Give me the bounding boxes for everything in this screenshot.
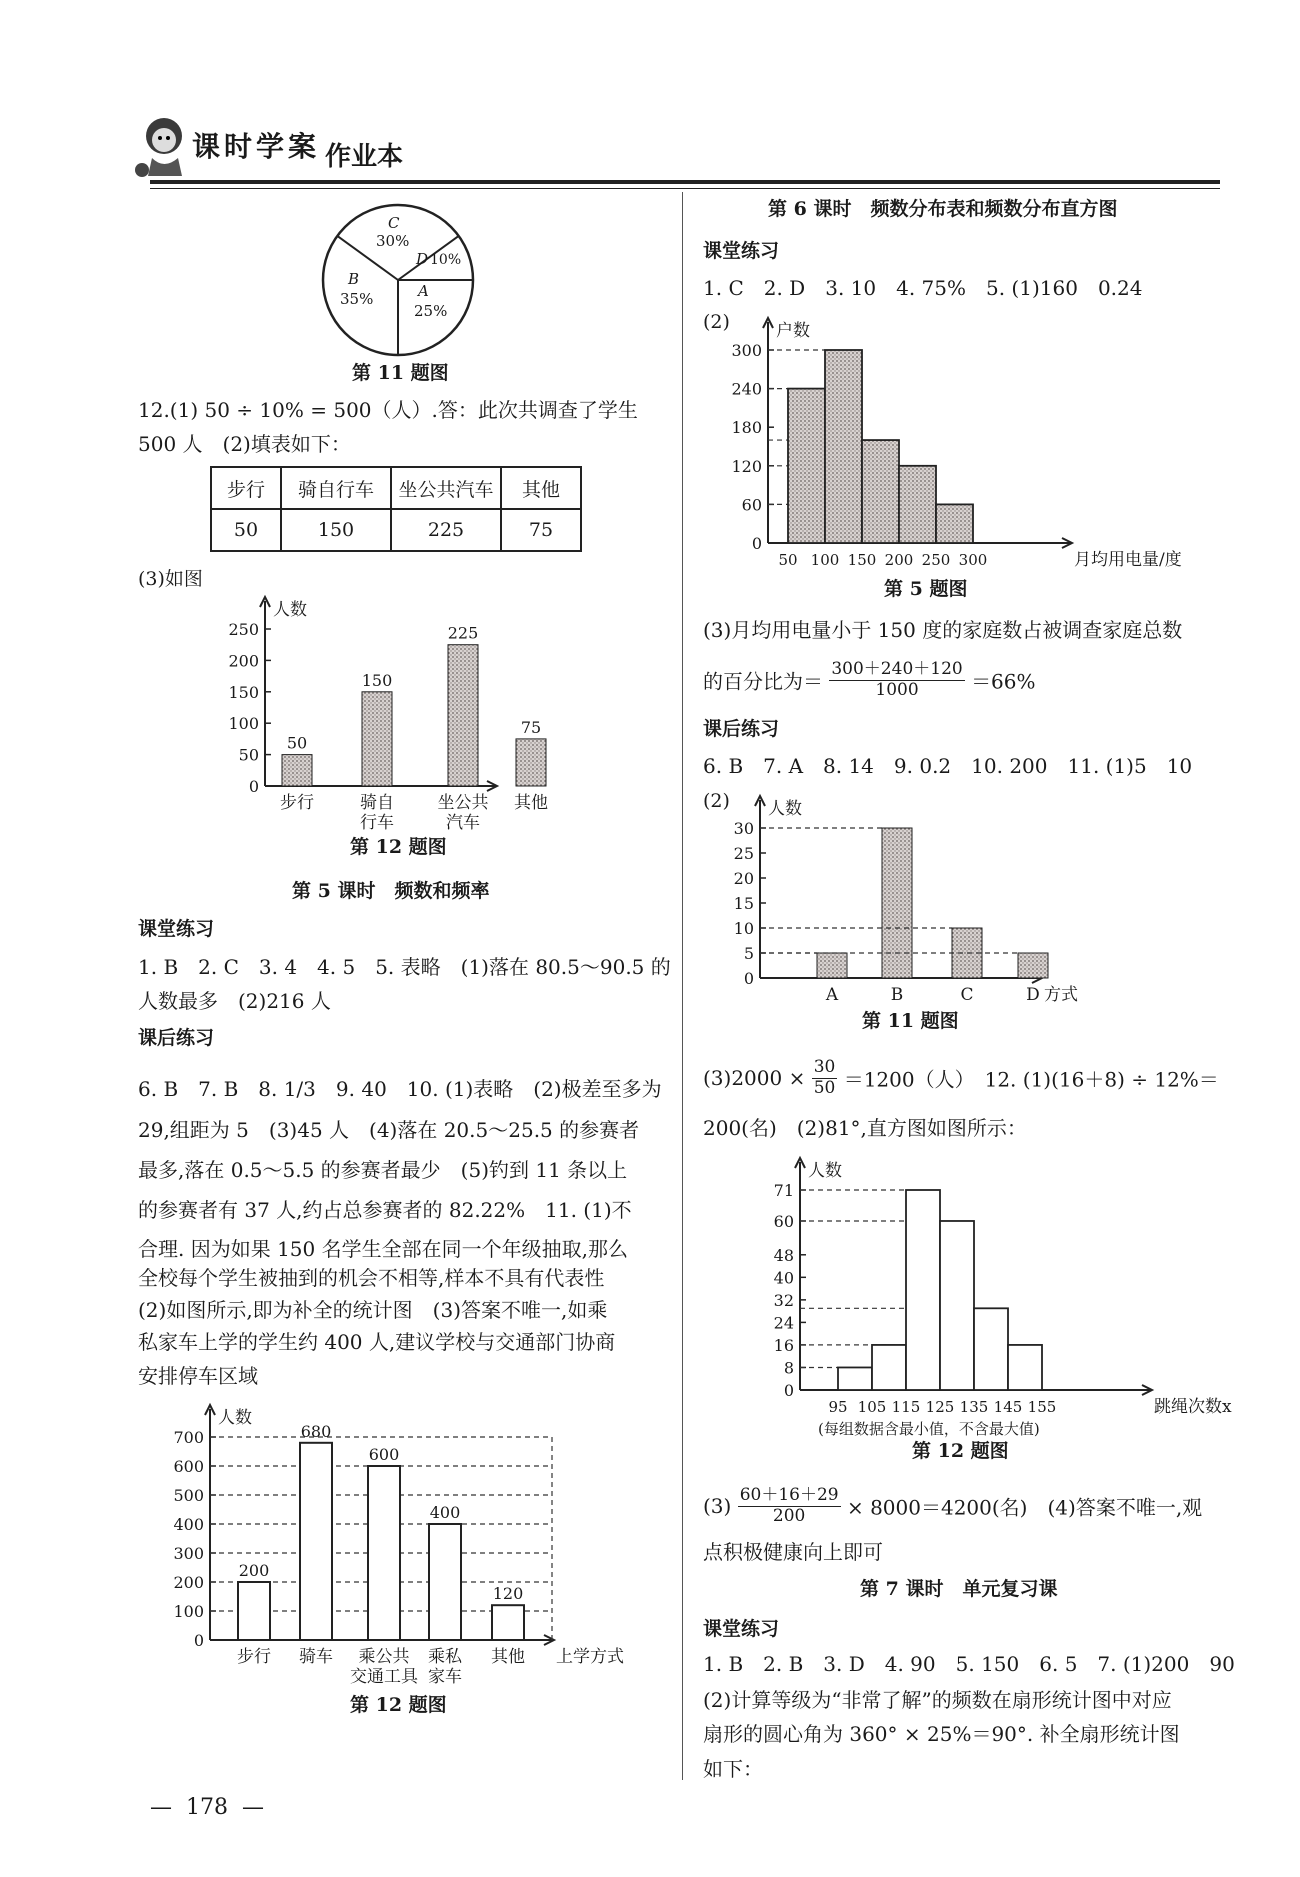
x-category-label: 骑车 xyxy=(299,1647,333,1667)
table-cell: 225 xyxy=(391,509,501,551)
s5-after-line: 29,组距为 5 (3)45 人 (4)落在 20.5～25.5 的参赛者 xyxy=(138,1118,640,1142)
x-edge-label: 125 xyxy=(925,1398,955,1416)
s6-after1: 6. B 7. A 8. 14 9. 0.2 10. 200 11. (1)5 10 xyxy=(703,754,1193,778)
table-cell: 150 xyxy=(281,509,391,551)
table-cell: 50 xyxy=(211,509,281,551)
y-tick-label: 5 xyxy=(743,944,754,963)
x-edge-label: 200 xyxy=(884,551,914,569)
y-tick-label: 20 xyxy=(733,869,754,888)
ketang-heading-s6: 课堂练习 xyxy=(703,240,780,262)
s5-after-line: 的参赛者有 37 人,约占总参赛者的 82.22% 11. (1)不 xyxy=(138,1198,632,1222)
x-category-label: 家车 xyxy=(428,1667,462,1687)
s7-line1: 1. B 2. B 3. D 4. 90 5. 150 6. 5 7. (1)200 90 xyxy=(703,1652,1235,1676)
header-title-part1: 课时学案 xyxy=(192,130,321,163)
page-number-value: 178 xyxy=(186,1795,228,1820)
pie-value-b: 35% xyxy=(340,290,374,308)
fraction-num: 60＋16＋29 xyxy=(739,1485,839,1505)
y-tick-label: 8 xyxy=(783,1358,794,1378)
y-tick-label: 600 xyxy=(173,1457,204,1476)
y-tick-label: 300 xyxy=(173,1544,204,1563)
s5-after-line: 合理. 因为如果 150 名学生全部在同一个年级抽取,那么 xyxy=(138,1237,628,1261)
y-tick-label: 700 xyxy=(173,1428,204,1447)
q12-line2: 500 人 (2)填表如下： xyxy=(138,432,351,456)
bar-data-label: 680 xyxy=(300,1421,332,1441)
pie-value-c: 30% xyxy=(376,232,410,250)
s6-q3-pre: (3)2000 × xyxy=(703,1066,806,1091)
x-category-label: 乘公共 xyxy=(358,1647,410,1667)
s6-line3a: (3)月均用电量小于 150 度的家庭数占被调查家庭总数 xyxy=(703,618,1183,642)
s6-q2-label: (2) xyxy=(703,311,730,333)
kehou-heading-s6: 课后练习 xyxy=(703,718,780,740)
s6-line1: 1. C 2. D 3. 10 4. 75% 5. (1)160 0.24 xyxy=(703,276,1143,300)
chart-note: (每组数据含最小值，不含最大值) xyxy=(818,1420,1040,1438)
x-category-label: 骑自 xyxy=(360,793,394,813)
fig12r-caption: 第 12 题图 xyxy=(912,1440,1009,1462)
fraction-den: 200 xyxy=(772,1505,806,1526)
x-edge-label: 115 xyxy=(891,1398,921,1416)
kehou-heading-s5: 课后练习 xyxy=(138,1027,215,1049)
histogram-bar xyxy=(872,1345,906,1390)
ketang-heading-s7: 课堂练习 xyxy=(703,1618,780,1640)
x-edge-label: 250 xyxy=(921,551,951,569)
pie-label-d: D xyxy=(416,250,429,268)
x-edge-label: 105 xyxy=(857,1398,887,1416)
pie-value-a: 25% xyxy=(414,302,448,320)
y-tick-label: 0 xyxy=(751,534,762,553)
y-tick-label: 100 xyxy=(228,714,259,734)
fig11r-caption: 第 11 题图 xyxy=(862,1010,959,1032)
y-tick-label: 300 xyxy=(731,341,762,360)
fraction-den: 50 xyxy=(813,1077,836,1098)
bar-data-label: 150 xyxy=(361,670,393,690)
s7-line2: (2)计算等级为“非常了解”的频数在扇形统计图中对应 xyxy=(703,1688,1172,1712)
s6-q12-3-post: × 8000＝4200(名) (4)答案不唯一,观 xyxy=(846,1495,1203,1520)
y-tick-label: 500 xyxy=(173,1486,204,1505)
table-header: 坐公共汽车 xyxy=(391,467,501,509)
y-tick-label: 24 xyxy=(773,1313,794,1333)
y-tick-label: 50 xyxy=(238,745,259,765)
y-tick-label: 180 xyxy=(731,418,762,438)
y-tick-label: 30 xyxy=(733,819,754,838)
section7-title: 第 7 课时 单元复习课 xyxy=(860,1578,1058,1600)
x-category-label: C xyxy=(960,985,974,1005)
fraction-num: 300＋240＋120 xyxy=(831,659,963,679)
y-tick-label: 71 xyxy=(773,1181,794,1200)
pie-label-a: A xyxy=(418,282,429,300)
x-category-label: 步行 xyxy=(237,1647,271,1667)
x-category-label: 其他 xyxy=(491,1647,525,1667)
y-axis-label: 人数 xyxy=(808,1161,842,1181)
x-category-label: D xyxy=(1026,985,1040,1005)
x-category-label: 交通工具 xyxy=(350,1667,418,1687)
bar-data-label: 400 xyxy=(429,1503,461,1522)
y-tick-label: 240 xyxy=(731,379,762,399)
x-edge-label: 135 xyxy=(959,1398,989,1416)
y-tick-label: 48 xyxy=(773,1245,794,1265)
s5-after-line: 6. B 7. B 8. 1/3 9. 40 10. (1)表略 (2)极差至多为 xyxy=(138,1077,662,1101)
x-category-label: 行车 xyxy=(360,813,394,833)
s5-after-line: 全校每个学生被抽到的机会不相等,样本不具有代表性 xyxy=(138,1266,605,1290)
y-tick-label: 0 xyxy=(248,777,259,796)
table-header: 骑自行车 xyxy=(281,467,391,509)
table-cell: 75 xyxy=(501,509,581,551)
y-tick-label: 32 xyxy=(773,1290,794,1310)
y-axis-label: 人数 xyxy=(273,600,307,620)
y-tick-label: 40 xyxy=(773,1268,794,1288)
y-tick-label: 150 xyxy=(228,682,259,702)
y-tick-label: 400 xyxy=(173,1515,204,1534)
x-axis-label: 上学方式 xyxy=(556,1647,624,1667)
x-category-label: 坐公共 xyxy=(437,793,489,813)
fig5-caption: 第 5 题图 xyxy=(884,578,968,600)
x-category-label: 汽车 xyxy=(446,813,480,833)
fraction-den: 1000 xyxy=(875,679,919,700)
y-tick-label: 0 xyxy=(743,969,754,988)
section6-title: 第 6 课时 频数分布表和频数分布直方图 xyxy=(768,198,1118,220)
y-tick-label: 60 xyxy=(741,495,762,515)
y-tick-label: 25 xyxy=(733,844,754,863)
bar-data-label: 75 xyxy=(520,717,542,737)
bar-data-label: 50 xyxy=(286,733,308,753)
fig11-caption: 第 11 题图 xyxy=(352,362,449,384)
section5-title: 第 5 课时 频数和频率 xyxy=(292,880,490,902)
page-number: — 178 — xyxy=(150,1795,264,1820)
y-tick-label: 200 xyxy=(228,651,259,671)
histogram-bar xyxy=(1008,1345,1042,1390)
histogram-bar xyxy=(906,1190,940,1390)
x-edge-label: 150 xyxy=(847,551,877,569)
x-category-label: 其他 xyxy=(514,793,548,813)
pie-value-d: 10% xyxy=(430,252,462,268)
s7-line4: 如下： xyxy=(703,1757,763,1781)
y-tick-label: 60 xyxy=(773,1211,794,1231)
x-edge-label: 145 xyxy=(993,1398,1023,1416)
bar-data-label: 225 xyxy=(447,623,479,643)
x-category-label: A xyxy=(825,985,839,1005)
s5-after-line: 私家车上学的学生约 400 人,建议学校与交通部门协商 xyxy=(138,1330,616,1354)
fraction xyxy=(738,1486,841,1526)
pie-label-c: C xyxy=(388,214,400,232)
s6-q11-2-label: (2) xyxy=(703,790,730,812)
s6-q12-3-pre: (3) xyxy=(703,1494,732,1519)
histogram-bar xyxy=(974,1308,1008,1390)
s5-after-line: 安排停车区域 xyxy=(138,1364,258,1388)
s6-q12-3-line2: 点积极健康向上即可 xyxy=(703,1540,883,1564)
x-axis-label: 方式 xyxy=(1044,985,1078,1005)
s5-after-line: (2)如图所示,即为补全的统计图 (3)答案不唯一,如乘 xyxy=(138,1298,608,1322)
x-category-label: B xyxy=(890,985,904,1005)
y-tick-label: 16 xyxy=(773,1335,794,1355)
s6-q12-3-line xyxy=(703,1486,1202,1526)
x-axis-label: 跳绳次数x xyxy=(1154,1397,1232,1417)
s6-q12-line2: 200(名) (2)81°,直方图如图所示： xyxy=(703,1116,1027,1140)
table-header: 步行 xyxy=(211,467,281,509)
y-axis-label: 户数 xyxy=(776,321,810,341)
y-tick-label: 10 xyxy=(733,919,754,938)
fraction-num: 30 xyxy=(813,1057,836,1077)
s5-line1: 1. B 2. C 3. 4 4. 5 5. 表略 (1)落在 80.5～90.5 的 xyxy=(138,955,671,979)
histogram-bar xyxy=(940,1221,974,1390)
x-edge-label: 155 xyxy=(1027,1398,1057,1416)
s7-line3: 扇形的圆心角为 360° × 25%＝90°. 补全扇形统计图 xyxy=(703,1722,1180,1746)
bar-data-label: 200 xyxy=(238,1561,270,1580)
x-category-label: 步行 xyxy=(280,793,314,813)
s6-q3-post: ＝1200（人） 12. (1)(16＋8) ÷ 12%＝ xyxy=(843,1067,1219,1092)
pie-label-b: B xyxy=(348,270,360,288)
s5-after-line: 最多,落在 0.5～5.5 的参赛者最少 (5)钓到 11 条以上 xyxy=(138,1158,628,1182)
y-tick-label: 250 xyxy=(228,620,259,639)
x-axis-label: 月均用电量/度 xyxy=(1074,550,1182,570)
x-edge-label: 100 xyxy=(810,551,840,569)
y-tick-label: 0 xyxy=(193,1631,204,1650)
bar-data-label: 120 xyxy=(492,1584,524,1604)
y-tick-label: 100 xyxy=(173,1602,204,1621)
table-header: 其他 xyxy=(501,467,581,509)
q12-part3: (3)如图 xyxy=(138,568,203,590)
x-category-label: 乘私 xyxy=(428,1647,462,1667)
s6-line3b-pre: 的百分比为＝ xyxy=(703,669,823,694)
y-axis-label: 人数 xyxy=(768,799,802,819)
x-edge-label: 300 xyxy=(958,551,988,569)
q12-line1: 12.(1) 50 ÷ 10% = 500（人）.答：此次共调查了学生 xyxy=(138,398,638,422)
fig12b-caption: 第 12 题图 xyxy=(350,1694,447,1716)
histogram-bar xyxy=(838,1367,872,1390)
bar-data-label: 600 xyxy=(368,1445,400,1464)
y-tick-label: 15 xyxy=(733,894,754,913)
s5-line2: 人数最多 (2)216 人 xyxy=(138,989,331,1013)
ketang-heading-s5: 课堂练习 xyxy=(138,918,215,940)
s6-line3b-post: ＝66% xyxy=(971,669,1036,694)
fig12a-caption: 第 12 题图 xyxy=(350,836,447,858)
header-title-part2: 作业本 xyxy=(325,142,404,172)
x-edge-label: 50 xyxy=(778,551,798,569)
x-edge-label: 95 xyxy=(828,1398,848,1416)
y-tick-label: 120 xyxy=(731,456,762,476)
y-tick-label: 200 xyxy=(173,1573,204,1592)
y-axis-label: 人数 xyxy=(218,1408,252,1428)
y-tick-label: 0 xyxy=(783,1381,794,1400)
